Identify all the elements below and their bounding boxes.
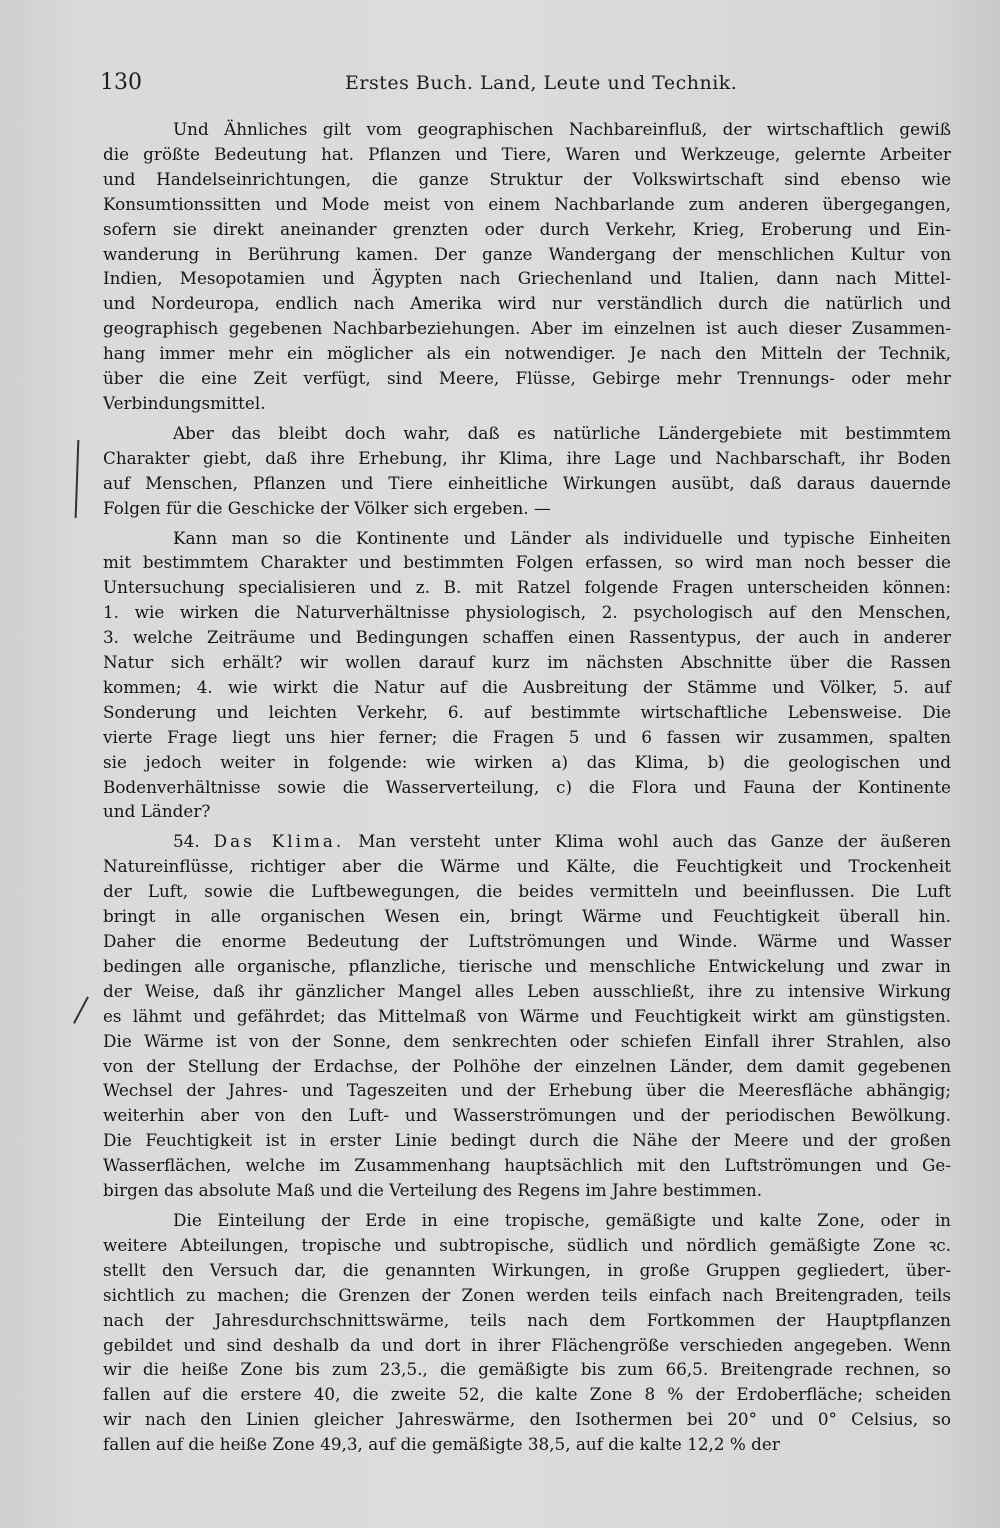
text-line: Untersuchung specialisieren und z. B. mit Ratzel folgende Fragen unterscheiden können:	[103, 577, 951, 598]
text-line: vierte Frage liegt uns hier ferner; die Fragen 5 und 6 fassen wir zusammen, spalten	[103, 726, 951, 747]
section-number: 54.	[173, 831, 200, 852]
text-line: und Länder?	[103, 801, 211, 822]
text-line: wir die heiße Zone bis zum 23,5., die gemäßigte bis zum 66,5. Breitengrade rechnen, so	[103, 1359, 951, 1380]
text-line: Sonderung und leichten Verkehr, 6. auf bestimmte wirtschaftliche Lebensweise. Die	[103, 701, 951, 722]
paragraph	[103, 526, 951, 825]
text-line: Die Feuchtigkeit ist in erster Linie bedingt durch die Nähe der Meere und der großen	[103, 1130, 951, 1151]
text-line: Wechsel der Jahres- und Tageszeiten und der Erhebung über die Meeresfläche abhängig;	[103, 1080, 951, 1101]
text-line: Kann man so die Kontinente und Länder als individuelle und typische Einheiten	[173, 527, 951, 548]
text-line: gebildet und sind deshalb da und dort in ihrer Flächengröße verschieden angegeben. Wenn	[103, 1334, 951, 1355]
text-line: Verbindungsmittel.	[103, 392, 266, 413]
text-line: bedingen alle organische, pflanzliche, tierische und menschliche Entwickelung und zwar in	[103, 955, 951, 976]
text-line: mit bestimmtem Charakter und bestimmten Folgen erfassen, so wird man noch besser die	[103, 552, 951, 573]
text-line: von der Stellung der Erdachse, der Polhöhe der einzelnen Länder, dem damit gegebenen	[103, 1055, 951, 1076]
text-line: Die Wärme ist von der Sonne, dem senkrechten oder schiefen Einfall ihrer Strahlen, also	[103, 1030, 951, 1051]
text-line: über die eine Zeit verfügt, sind Meere, Flüsse, Gebirge mehr Trennungs- oder mehr	[103, 368, 951, 389]
text-line: es lähmt und gefährdet; das Mittelmaß von Wärme und Feuchtigkeit wirkt am günstigsten.	[103, 1005, 951, 1026]
paragraph	[103, 829, 951, 1203]
text-line: und Nordeuropa, endlich nach Amerika wird nur verständlich durch die natürlich und	[103, 293, 951, 314]
text-line: Konsumtionssitten und Mode meist von einem Nachbarlande zum anderen übergegangen,	[103, 193, 951, 214]
margin-pencil-tick	[73, 996, 88, 1023]
text-line: Wasserflächen, welche im Zusammenhang hauptsächlich mit den Luftströmungen und Ge-	[103, 1155, 951, 1176]
text-line: fallen auf die erstere 40, die zweite 52, die kalte Zone 8 % der Erdoberfläche; scheiden	[103, 1384, 951, 1405]
text-line: Bodenverhältnisse sowie die Wasserverteilung, c) die Flora und Fauna der Kontinente	[103, 776, 951, 797]
text-line: wir nach den Linien gleicher Jahreswärme, den Isothermen bei 20° und 0° Celsius, so	[103, 1409, 951, 1430]
text-line: der Weise, daß ihr gänzlicher Mangel alles Leben ausschließt, ihre zu intensive Wirkung	[103, 980, 951, 1001]
text-line: Natur sich erhält? wir wollen darauf kurz im nächsten Abschnitte über die Rassen	[103, 652, 951, 673]
text-line: Und Ähnliches gilt vom geographischen Nachbareinfluß, der wirtschaftlich gewiß	[173, 119, 951, 139]
text-line: fallen auf die heiße Zone 49,3, auf die gemäßigte 38,5, auf die kalte 12,2 % der	[103, 1434, 780, 1455]
text-line: die größte Bedeutung hat. Pflanzen und Tiere, Waren und Werkzeuge, gelernte Arbeiter	[103, 143, 951, 164]
text-line: sofern sie direkt aneinander grenzten oder durch Verkehr, Krieg, Eroberung und Ein-	[103, 218, 951, 239]
text-line: Natureinflüsse, richtiger aber die Wärme und Kälte, die Feuchtigkeit und Trockenheit	[103, 856, 951, 877]
text-line: geographisch gegebenen Nachbarbeziehungen. Aber im einzelnen ist auch dieser Zusammen-	[103, 318, 951, 339]
section-title: Das Klima.	[213, 831, 345, 852]
text-line: Daher die enorme Bedeutung der Luftströmungen und Winde. Wärme und Wasser	[103, 931, 951, 951]
text-line: der Luft, sowie die Luftbewegungen, die beides vermitteln und beeinflussen. Die Luft	[103, 881, 951, 902]
text-line: bringt in alle organischen Wesen ein, bringt Wärme und Feuchtigkeit überall hin.	[103, 906, 951, 927]
text-line: stellt den Versuch dar, die genannten Wirkungen, in große Gruppen gegliedert, über-	[103, 1259, 951, 1280]
text-line: sichtlich zu machen; die Grenzen der Zonen werden teils einfach nach Breitengraden, teils	[103, 1284, 951, 1305]
paragraph	[103, 1208, 951, 1457]
paragraph	[103, 421, 951, 521]
text-line: auf Menschen, Pflanzen und Tiere einheitliche Wirkungen ausübt, daß daraus dauernde	[103, 472, 951, 493]
text-line: nach der Jahresdurchschnittswärme, teils nach dem Fortkommen der Hauptpflanzen	[103, 1309, 951, 1330]
text-line: Folgen für die Geschicke der Völker sich ergeben. —	[103, 497, 551, 518]
paragraph	[103, 117, 951, 416]
page-header	[100, 70, 940, 104]
margin-pencil-line	[75, 440, 80, 518]
text-line: Die Einteilung der Erde in eine tropische, gemäßigte und kalte Zone, oder in	[173, 1209, 951, 1230]
page-number: 130	[100, 70, 142, 95]
section-first-line: Man versteht unter Klima wohl auch das Ganze der äußeren	[358, 831, 952, 852]
body-text	[103, 117, 951, 1462]
running-head: Erstes Buch. Land, Leute und Technik.	[345, 72, 738, 94]
text-line: Aber das bleibt doch wahr, daß es natürliche Ländergebiete mit bestimmtem	[173, 422, 951, 443]
text-line	[103, 829, 951, 854]
text-line: 1. wie wirken die Naturverhältnisse physiologisch, 2. psychologisch auf den Menschen,	[103, 602, 951, 623]
text-line: Indien, Mesopotamien und Ägypten nach Griechenland und Italien, dann nach Mittel-	[103, 268, 951, 289]
text-line: Charakter giebt, daß ihre Erhebung, ihr Klima, ihre Lage und Nachbarschaft, ihr Boden	[103, 447, 951, 468]
text-line: sie jedoch weiter in folgende: wie wirken a) das Klima, b) die geologischen und	[103, 751, 951, 772]
text-line: hang immer mehr ein möglicher als ein notwendiger. Je nach den Mitteln der Technik,	[103, 343, 951, 364]
text-line: kommen; 4. wie wirkt die Natur auf die Ausbreitung der Stämme und Völker, 5. auf	[103, 676, 951, 697]
text-line: 3. welche Zeiträume und Bedingungen schaffen einen Rassentypus, der auch in anderer	[103, 627, 951, 648]
text-line: birgen das absolute Maß und die Verteilung des Regens im Jahre bestimmen.	[103, 1180, 763, 1201]
text-line: weitere Abteilungen, tropische und subtropische, südlich und nördlich gemäßigte Zone ꝛc.	[103, 1234, 951, 1255]
text-line: weiterhin aber von den Luft- und Wasserströmungen und der periodischen Bewölkung.	[103, 1105, 951, 1126]
text-line: wanderung in Berührung kamen. Der ganze Wandergang der menschlichen Kultur von	[103, 243, 951, 264]
text-line: und Handelseinrichtungen, die ganze Struktur der Volkswirtschaft sind ebenso wie	[103, 168, 951, 189]
